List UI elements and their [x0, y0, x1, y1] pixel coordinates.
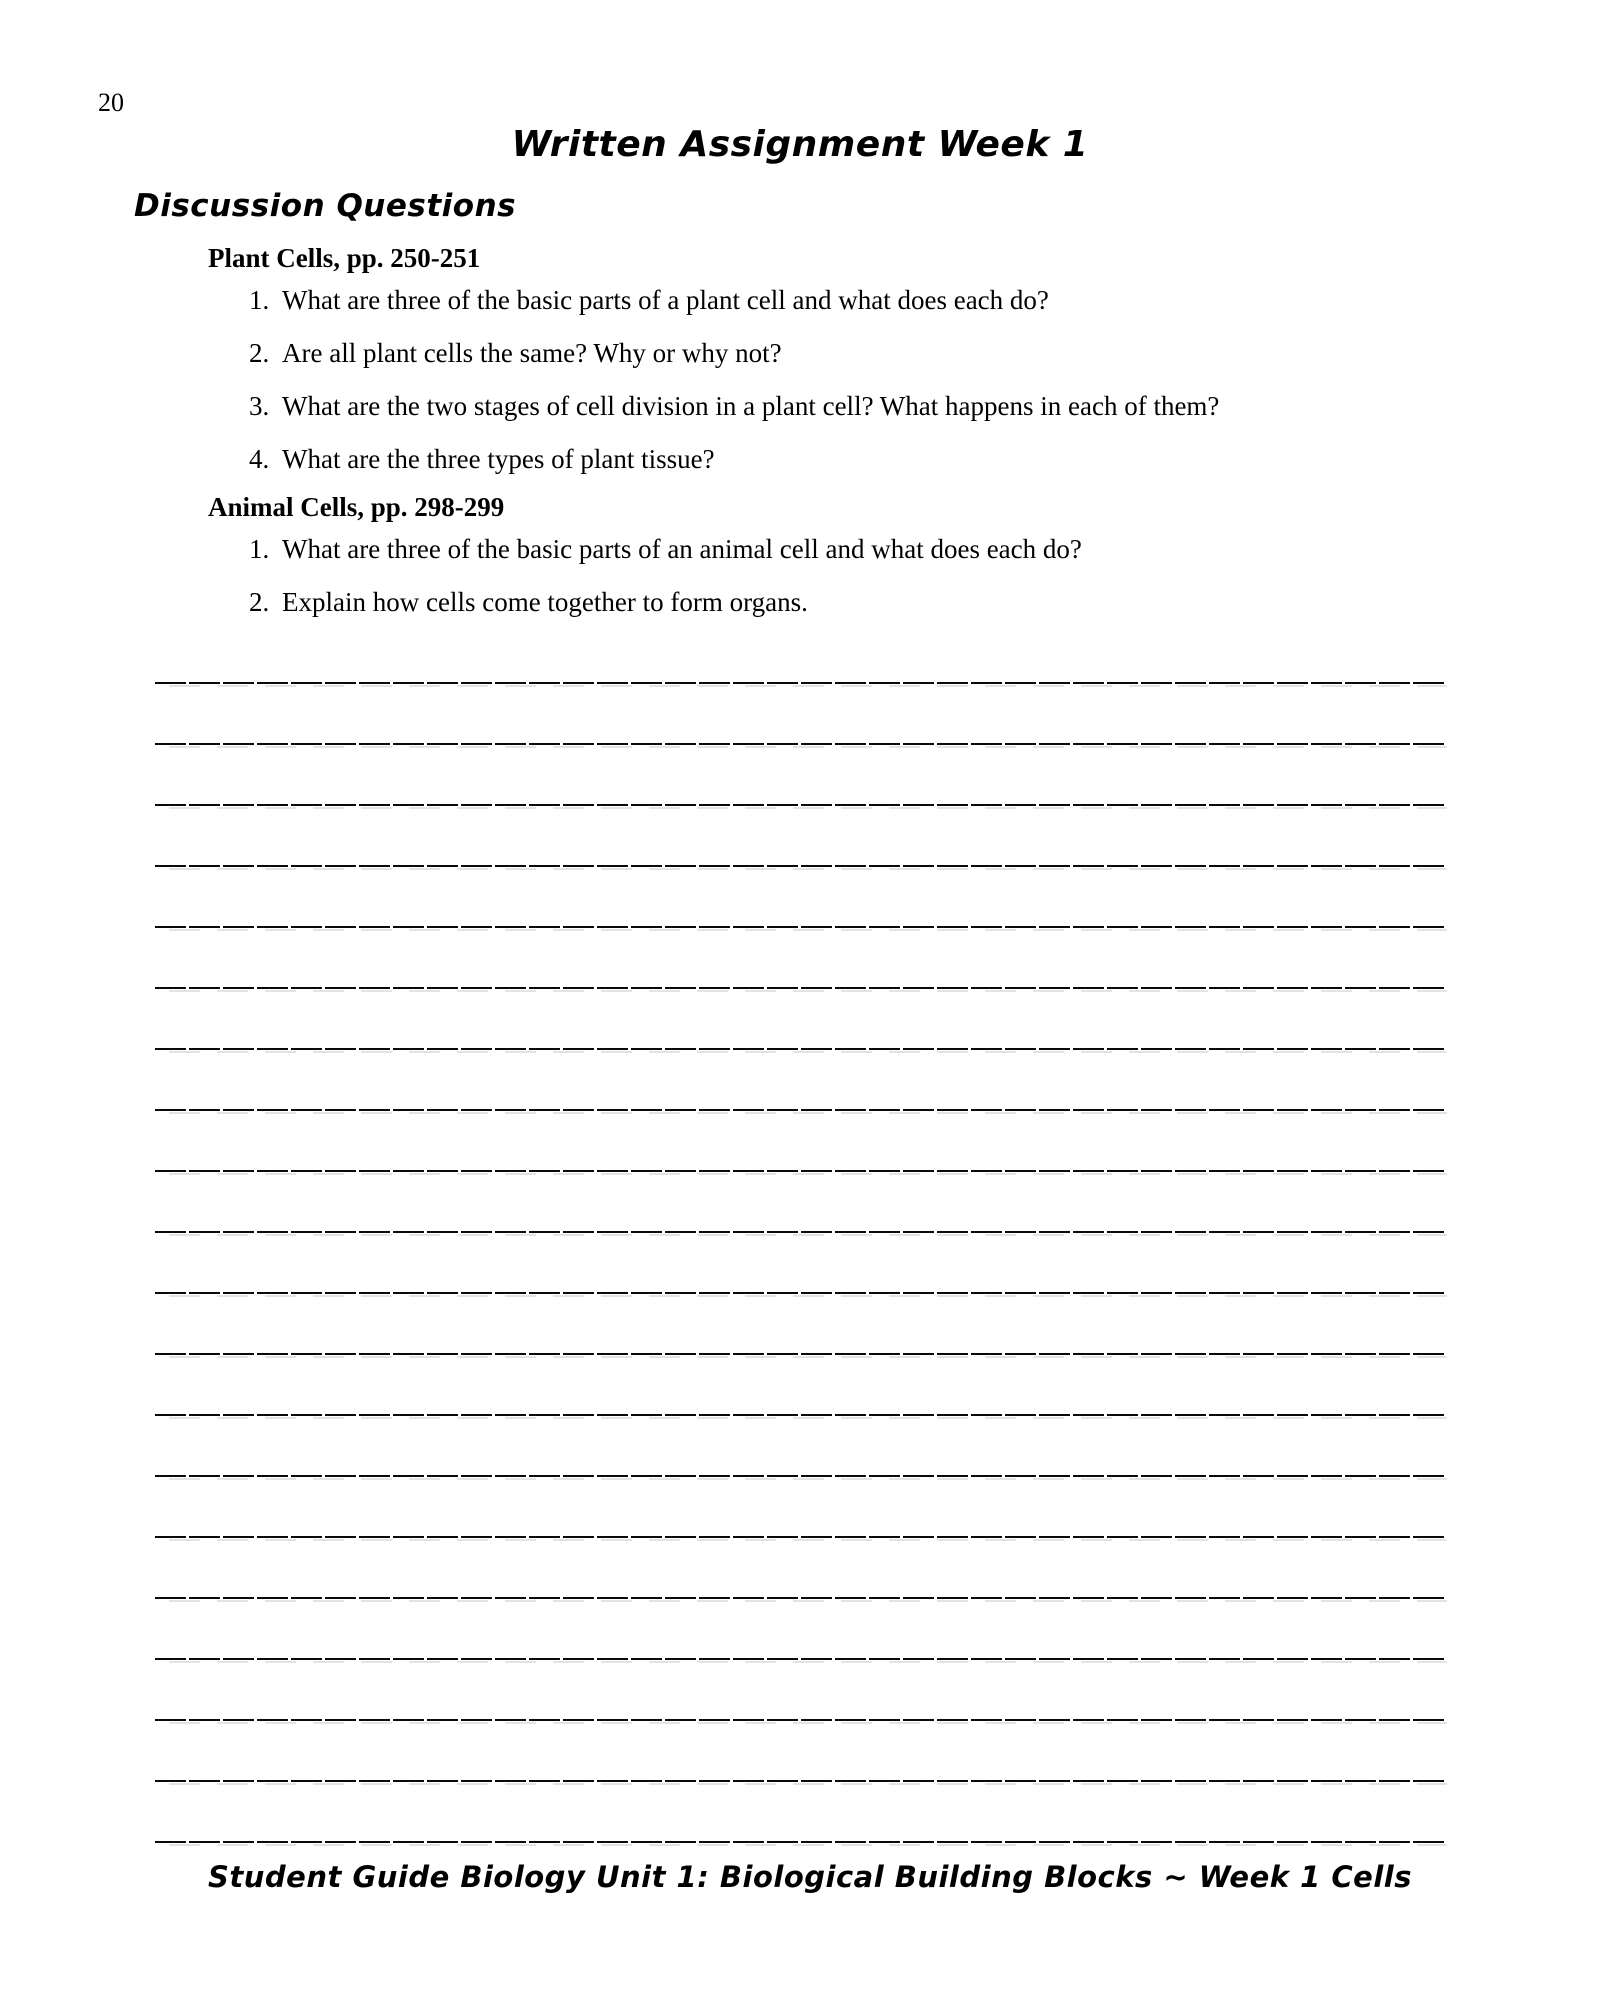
answer-line	[155, 1359, 1447, 1420]
answer-line	[155, 993, 1447, 1054]
question-number: 2.	[249, 587, 270, 617]
question-item	[249, 284, 1600, 317]
page-number: 20	[98, 88, 124, 117]
answer-line	[155, 1054, 1447, 1115]
plant-cells-question-list	[0, 284, 1600, 476]
footer-text: Student Guide Biology Unit 1: Biological Building Blocks ~ Week 1 Cells	[208, 1860, 1412, 1894]
answer-line	[155, 749, 1447, 810]
discussion-questions-heading: Discussion Questions	[134, 188, 517, 224]
answer-line	[155, 627, 1447, 688]
question-number: 3.	[249, 391, 270, 421]
answer-line	[155, 932, 1447, 993]
question-number: 1.	[249, 285, 270, 315]
question-text: What are the two stages of cell division in a plant cell? What happens in each of them?	[282, 391, 1220, 421]
answer-line	[155, 688, 1447, 749]
answer-line	[155, 1786, 1447, 1847]
question-item	[249, 443, 1600, 476]
answer-line	[155, 810, 1447, 871]
answer-line	[155, 1481, 1447, 1542]
answer-line	[155, 1725, 1447, 1786]
animal-cells-question-list	[0, 533, 1600, 619]
question-text: Explain how cells come together to form organs.	[282, 587, 808, 617]
answer-line	[155, 1237, 1447, 1298]
animal-cells-heading: Animal Cells, pp. 298-299	[208, 492, 505, 522]
answer-lines	[155, 627, 1447, 1847]
plant-cells-section	[0, 241, 1600, 496]
question-item	[249, 533, 1600, 566]
answer-line	[155, 1664, 1447, 1725]
answer-line	[155, 1115, 1447, 1176]
question-item	[249, 586, 1600, 619]
plant-cells-heading: Plant Cells, pp. 250-251	[208, 243, 481, 273]
question-text: What are three of the basic parts of an animal cell and what does each do?	[282, 534, 1082, 564]
question-item	[249, 337, 1600, 370]
question-text: What are the three types of plant tissue?	[282, 444, 715, 474]
answer-line	[155, 1176, 1447, 1237]
answer-line	[155, 1542, 1447, 1603]
question-item	[249, 390, 1600, 423]
answer-line	[155, 871, 1447, 932]
animal-cells-section	[0, 490, 1600, 639]
question-number: 2.	[249, 338, 270, 368]
answer-line	[155, 1603, 1447, 1664]
answer-line	[155, 1420, 1447, 1481]
answer-line	[155, 1298, 1447, 1359]
question-text: Are all plant cells the same? Why or why not?	[282, 338, 782, 368]
question-number: 1.	[249, 534, 270, 564]
question-text: What are three of the basic parts of a plant cell and what does each do?	[282, 285, 1049, 315]
assignment-title: Written Assignment Week 1	[511, 124, 1089, 165]
question-number: 4.	[249, 444, 270, 474]
